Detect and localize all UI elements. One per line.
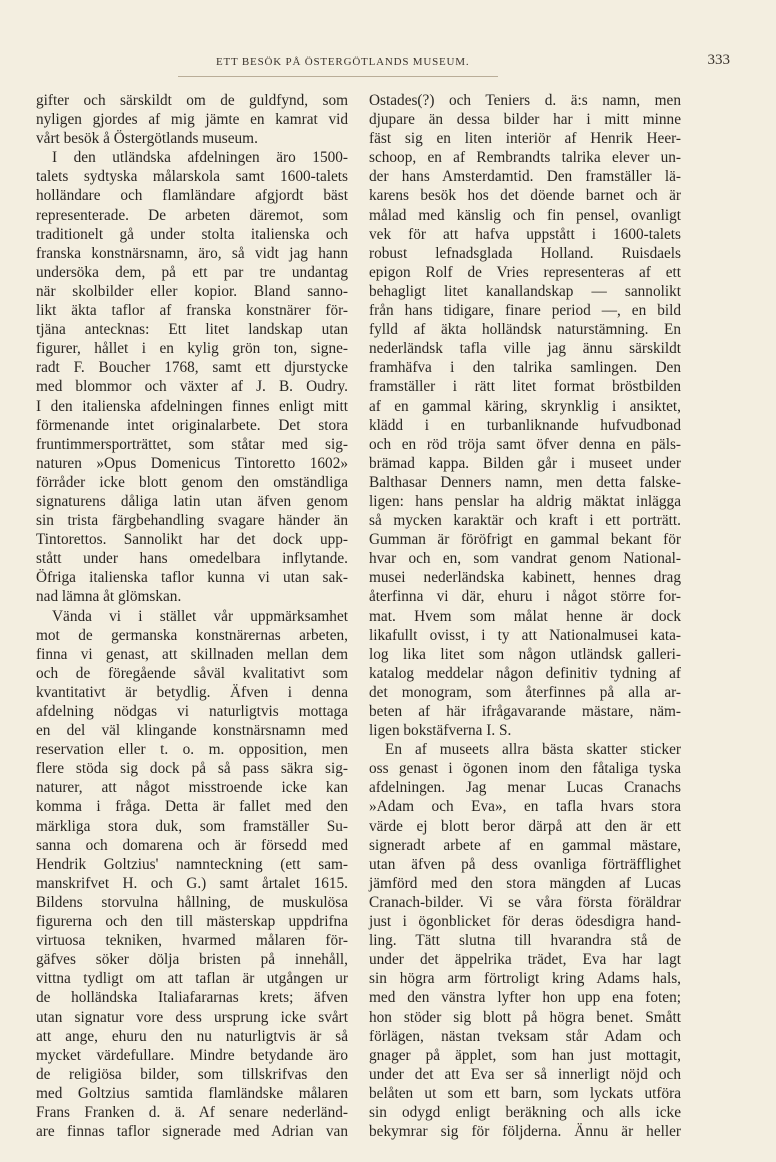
text-line: sin trista färgbehandling svagare händer än: [36, 512, 348, 530]
text-line: talets sydtyska målarskola samt 1600-talets: [36, 168, 348, 186]
text-line: utan äfven på dess ovanliga förträfflighet: [369, 855, 681, 873]
text-line: under det äppelrika trädet, Eva har lagt: [369, 951, 681, 969]
text-line: franska konstnärsnamn, äro, så vidt jag hann: [36, 244, 348, 262]
text-line: när skolbilder eller kopior. Bland sanno-: [36, 282, 348, 300]
text-line: gnager på äpplet, som han just mottagit,: [369, 1046, 681, 1064]
text-line: stått under hans omedelbara inflytande.: [36, 550, 348, 568]
text-line: sin odygd enligt beräkning och alls icke: [369, 1103, 681, 1121]
text-line: musei nederländska kabinett, hennes drag: [369, 569, 681, 587]
text-line: katalog meddelar någon definitiv tydning af: [369, 664, 681, 682]
text-line: utan signatur vore dess ursprung icke svårt: [36, 1008, 348, 1026]
text-line: förråder icke blott genom den omständliga: [36, 473, 348, 491]
text-line: Balthasar Denners namn, men detta falske-: [369, 473, 681, 491]
text-line: de holländska Italiafararnas krets; äfven: [36, 989, 348, 1007]
text-line: från hans tidigare, finare period —, en bild: [369, 302, 681, 320]
text-line: sanna och domarena och är försedd med: [36, 836, 348, 854]
text-line: reservation eller t. o. m. opposition, men: [36, 741, 348, 759]
text-line: gifter och särskildt om de guldfynd, som: [36, 92, 348, 109]
text-line: Bildens storvulna hållning, de muskulösa: [36, 893, 348, 911]
text-line: behagligt litet kanallandskap — sannolikt: [369, 282, 681, 300]
text-line: hon stöder sig blott på högra benet. Smått: [369, 1008, 681, 1026]
text-line: fylld af äkta holländsk naturstämning. En: [369, 321, 681, 339]
text-line: med Goltzius samtida flamländske målaren: [36, 1084, 348, 1102]
text-line: representerade. De arbeten däremot, som: [36, 206, 348, 224]
text-line: signaturens dåliga latin utan äfven genom: [36, 492, 348, 510]
text-line: sin högra arm förtroligt kring Adams hals,: [369, 970, 681, 988]
text-line: Gumman är föröfrigt en gammal bekant för: [369, 531, 681, 549]
text-line: af en gammal käring, skrynklig i ansiktet,: [369, 397, 681, 415]
text-line: holländare och flamländare afgjordt bäst: [36, 187, 348, 205]
text-line: En af museets allra bästa skatter sticker: [385, 741, 681, 759]
text-line: virtuosa tekniken, hvarmed målaren för-: [36, 932, 348, 950]
text-line: nederländsk tafla ville jag ännu särskildt: [369, 340, 681, 358]
text-line: Ostades(?) och Teniers d. ä:s namn, men: [369, 92, 681, 109]
text-line: värde ej blott beror därpå att den är ett: [369, 817, 681, 835]
text-line: I den utländska afdelningen äro 1500-: [52, 149, 348, 167]
text-line: finna vi genast, att skillnaden mellan dem: [36, 645, 348, 663]
text-line: Hendrik Goltzius' namnteckning (ett sam-: [36, 855, 348, 873]
header-rule: [178, 76, 498, 77]
text-line: oss genast i ögonen inom den fåtaliga tyska: [369, 760, 681, 778]
text-line: målad med känslig och fin pensel, ovanligt: [369, 206, 681, 224]
text-line: signeradt arbete af en gammal mästare,: [369, 836, 681, 854]
text-line: en del väl klingande konstnärsnamn med: [36, 722, 348, 740]
text-line: afdelningen. Jag menar Lucas Cranachs: [369, 779, 681, 797]
text-line: are finnas taflor signerade med Adrian van: [36, 1123, 348, 1141]
text-line: förlägen, nästan tveksam står Adam och: [369, 1027, 681, 1045]
text-line: under det att Eva ser så innerligt nöjd och: [369, 1065, 681, 1083]
text-line: framställer i rätt litet format bröstbilden: [369, 378, 681, 396]
text-line: vek för att hafva uppstått i 1600-talets: [369, 225, 681, 243]
text-line: naturer, att något misstroende icke kan: [36, 779, 348, 797]
text-line: ligen: hans penslar ha aldrig mäktat inlägga: [369, 492, 681, 510]
text-line: vittna tydligt om att taflan är utgången ur: [36, 970, 348, 988]
text-line: »Adam och Eva», en tafla hvars stora: [369, 798, 681, 816]
text-line: robust lefnadsglada Holland. Ruisdaels: [369, 244, 681, 262]
text-line: Frans Franken d. ä. Af senare nederländ-: [36, 1103, 348, 1121]
text-line: Cranach-bilder. Vi se våra första föräldrar: [369, 893, 681, 911]
text-line: bekymrar sig för följderna. Ännu är heller: [369, 1123, 681, 1141]
text-line: figurerna och den till mästerskap uppdrifna: [36, 913, 348, 931]
text-line: jämförd med den stora mängden af Lucas: [369, 874, 681, 892]
text-line: radt F. Boucher 1768, samt ett djurstycke: [36, 359, 348, 377]
text-line: I den italienska afdelningen finnes enligt mitt: [36, 397, 348, 415]
text-line: vårt besök å Östergötlands museum.: [36, 130, 258, 148]
text-line: komma i fråga. Detta är fallet med den: [36, 798, 348, 816]
text-line: fruntimmersporträttet, som ståtar med sig-: [36, 435, 348, 453]
text-line: nad lämna åt glömskan.: [36, 588, 182, 606]
text-line: återfinna vi där, ehuru i något större for-: [369, 588, 681, 606]
text-line: ligen bokstäfverna I. S.: [369, 722, 512, 740]
text-line: kvantitativt är betydlig. Äfven i denna: [36, 683, 348, 701]
text-line: mot de germanska konstnärernas arbeten,: [36, 626, 348, 644]
text-line: framhäfva i den talrika samlingen. Den: [369, 359, 681, 377]
text-line: traditionelt gå under stolta italienska och: [36, 225, 348, 243]
text-line: hvar och en, som vandrat genom National-: [369, 550, 681, 568]
text-line: figurer, hållet i en kylig grön ton, signe-: [36, 340, 348, 358]
text-line: manskrifvet H. och G.) samt årtalet 1615.: [36, 874, 348, 892]
text-line: det monogram, som återfinnes på alla ar-: [369, 683, 681, 701]
text-line: mat. Hvem som målat henne är dock: [369, 607, 681, 625]
text-line: ling. Tätt slutna till hvarandra stå de: [369, 932, 681, 950]
text-line: med den vänstra lyfter hon upp ena foten;: [369, 989, 681, 1007]
right-column: [369, 91, 681, 1141]
text-line: log lika litet som någon utländsk galleri-: [369, 645, 681, 663]
text-line: karens besök hos det döende barnet och är: [369, 187, 681, 205]
text-line: märkliga stora duk, som framställer Su-: [36, 817, 348, 835]
text-line: klädd i en turbanliknande hufvudbonad: [369, 416, 681, 434]
text-line: Tintorettos. Sannolikt har det dock upp-: [36, 531, 348, 549]
page-number: 333: [707, 52, 730, 68]
text-line: tjäna antecknas: Ett litet landskap utan: [36, 321, 348, 339]
text-line: likafullt ovisst, i ty att Nationalmusei kata-: [369, 626, 681, 644]
text-line: nyligen gjordes af mig jämte en kamrat vid: [36, 111, 348, 129]
text-line: så mycken karaktär och kraft i ett porträtt.: [369, 512, 681, 530]
text-line: flere stöda sig dock på så pass säkra sig-: [36, 760, 348, 778]
left-column: [36, 91, 348, 1141]
text-line: brämad kappa. Bilden går i museet under: [369, 454, 681, 472]
text-line: undersöka dem, på ett par tre undantag: [36, 263, 348, 281]
text-line: förmenande intet originalarbete. Det stora: [36, 416, 348, 434]
text-line: just i ögonblicket för deras ödesdigra hand-: [369, 913, 681, 931]
text-line: fäst sig en liten interiör af Henrik Heer-: [369, 130, 681, 148]
text-line: likt äkta taflor af franska konstnärer för-: [36, 302, 348, 320]
text-line: Vända vi i stället vår uppmärksamhet: [52, 607, 348, 625]
text-line: naturen »Opus Domenicus Tintoretto 1602»: [36, 454, 348, 472]
text-line: med blommor och växter af J. B. Oudry.: [36, 378, 348, 396]
text-line: Öfriga italienska taflor kunna vi utan sak-: [36, 569, 348, 587]
text-line: djupare än dessa bilder har i mitt minne: [369, 111, 681, 129]
running-title: ETT BESÖK PÅ ÖSTERGÖTLANDS MUSEUM.: [216, 56, 470, 68]
text-line: gäfves söker dölja bristen på innehåll,: [36, 951, 348, 969]
text-line: schoop, en af Rembrandts talrika elever un-: [369, 149, 681, 167]
running-head: [40, 52, 736, 76]
text-line: och de föregående såväl kvalitativt som: [36, 664, 348, 682]
text-line: och en röd tröja samt öfver denna en päls-: [369, 435, 681, 453]
text-line: epigon Rolf de Vries representeras af ett: [369, 263, 681, 281]
text-line: att ange, ehuru den nu naturligtvis är så: [36, 1027, 348, 1045]
text-line: de religiösa bilder, som tillskrifvas den: [36, 1065, 348, 1083]
text-line: belåten ut som ett barn, som lyckats utföra: [369, 1084, 681, 1102]
text-line: afdelning nödgas vi naturligtvis mottaga: [36, 703, 348, 720]
text-line: der hans Amsterdamtid. Den framställer lä-: [369, 168, 681, 186]
text-line: mycket värdefullare. Mindre betydande äro: [36, 1046, 348, 1064]
text-line: beten af här ifrågavarande mästare, näm-: [369, 703, 681, 720]
